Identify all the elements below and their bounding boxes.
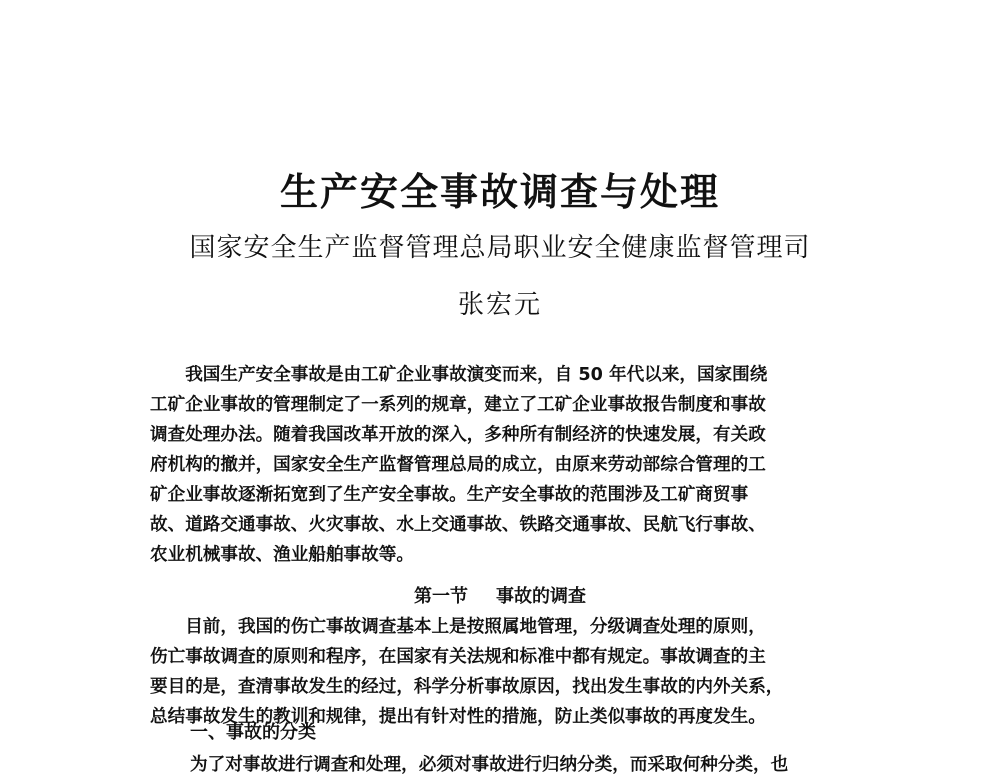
author-organization: 国家安全生产监督管理总局职业安全健康监督管理司	[189, 233, 811, 263]
section-number: 第一节	[414, 586, 468, 607]
subsection-heading: 一、事故的分类	[190, 722, 316, 743]
intro-paragraph	[150, 360, 862, 570]
cutoff-text-line: 为了对事故进行调查和处理，必须对事故进行归纳分类，而采取何种分类，也	[190, 755, 789, 775]
section-paragraph	[150, 612, 862, 732]
intro-line: 调查处理办法。随着我国改革开放的深入，多种所有制经济的快速发展，有关政	[150, 425, 766, 445]
intro-line: 故、道路交通事故、火灾事故、水上交通事故、铁路交通事故、民航飞行事故、	[150, 515, 766, 535]
section-line: 要目的是，查清事故发生的经过，科学分析事故原因，找出发生事故的内外关系，	[150, 677, 784, 697]
section-line: 伤亡事故调查的原则和程序，在国家有关法规和标准中都有规定。事故调查的主	[150, 647, 766, 667]
section-heading	[0, 582, 1000, 612]
section-title: 事故的调查	[496, 586, 586, 607]
author-name: 张宏元	[457, 290, 542, 320]
section-line: 目前，我国的伤亡事故调查基本上是按照属地管理，分级调查处理的原则，	[150, 617, 766, 637]
intro-line: 农业机械事故、渔业船舶事故等。	[150, 545, 414, 565]
intro-line: 工矿企业事故的管理制定了一系列的规章，建立了工矿企业事故报告制度和事故	[150, 395, 766, 415]
intro-line: 我国生产安全事故是由工矿企业事故演变而来，自 50 年代以来，国家围绕	[150, 365, 768, 385]
document-title: 生产安全事故调查与处理	[279, 170, 720, 214]
intro-line: 府机构的撤并，国家安全生产监督管理总局的成立，由原来劳动部综合管理的工	[150, 455, 766, 475]
section-line: 总结事故发生的教训和规律，提出有针对性的措施，防止类似事故的再度发生。	[150, 707, 766, 727]
intro-line: 矿企业事故逐渐拓宽到了生产安全事故。生产安全事故的范围涉及工矿商贸事	[150, 485, 749, 505]
